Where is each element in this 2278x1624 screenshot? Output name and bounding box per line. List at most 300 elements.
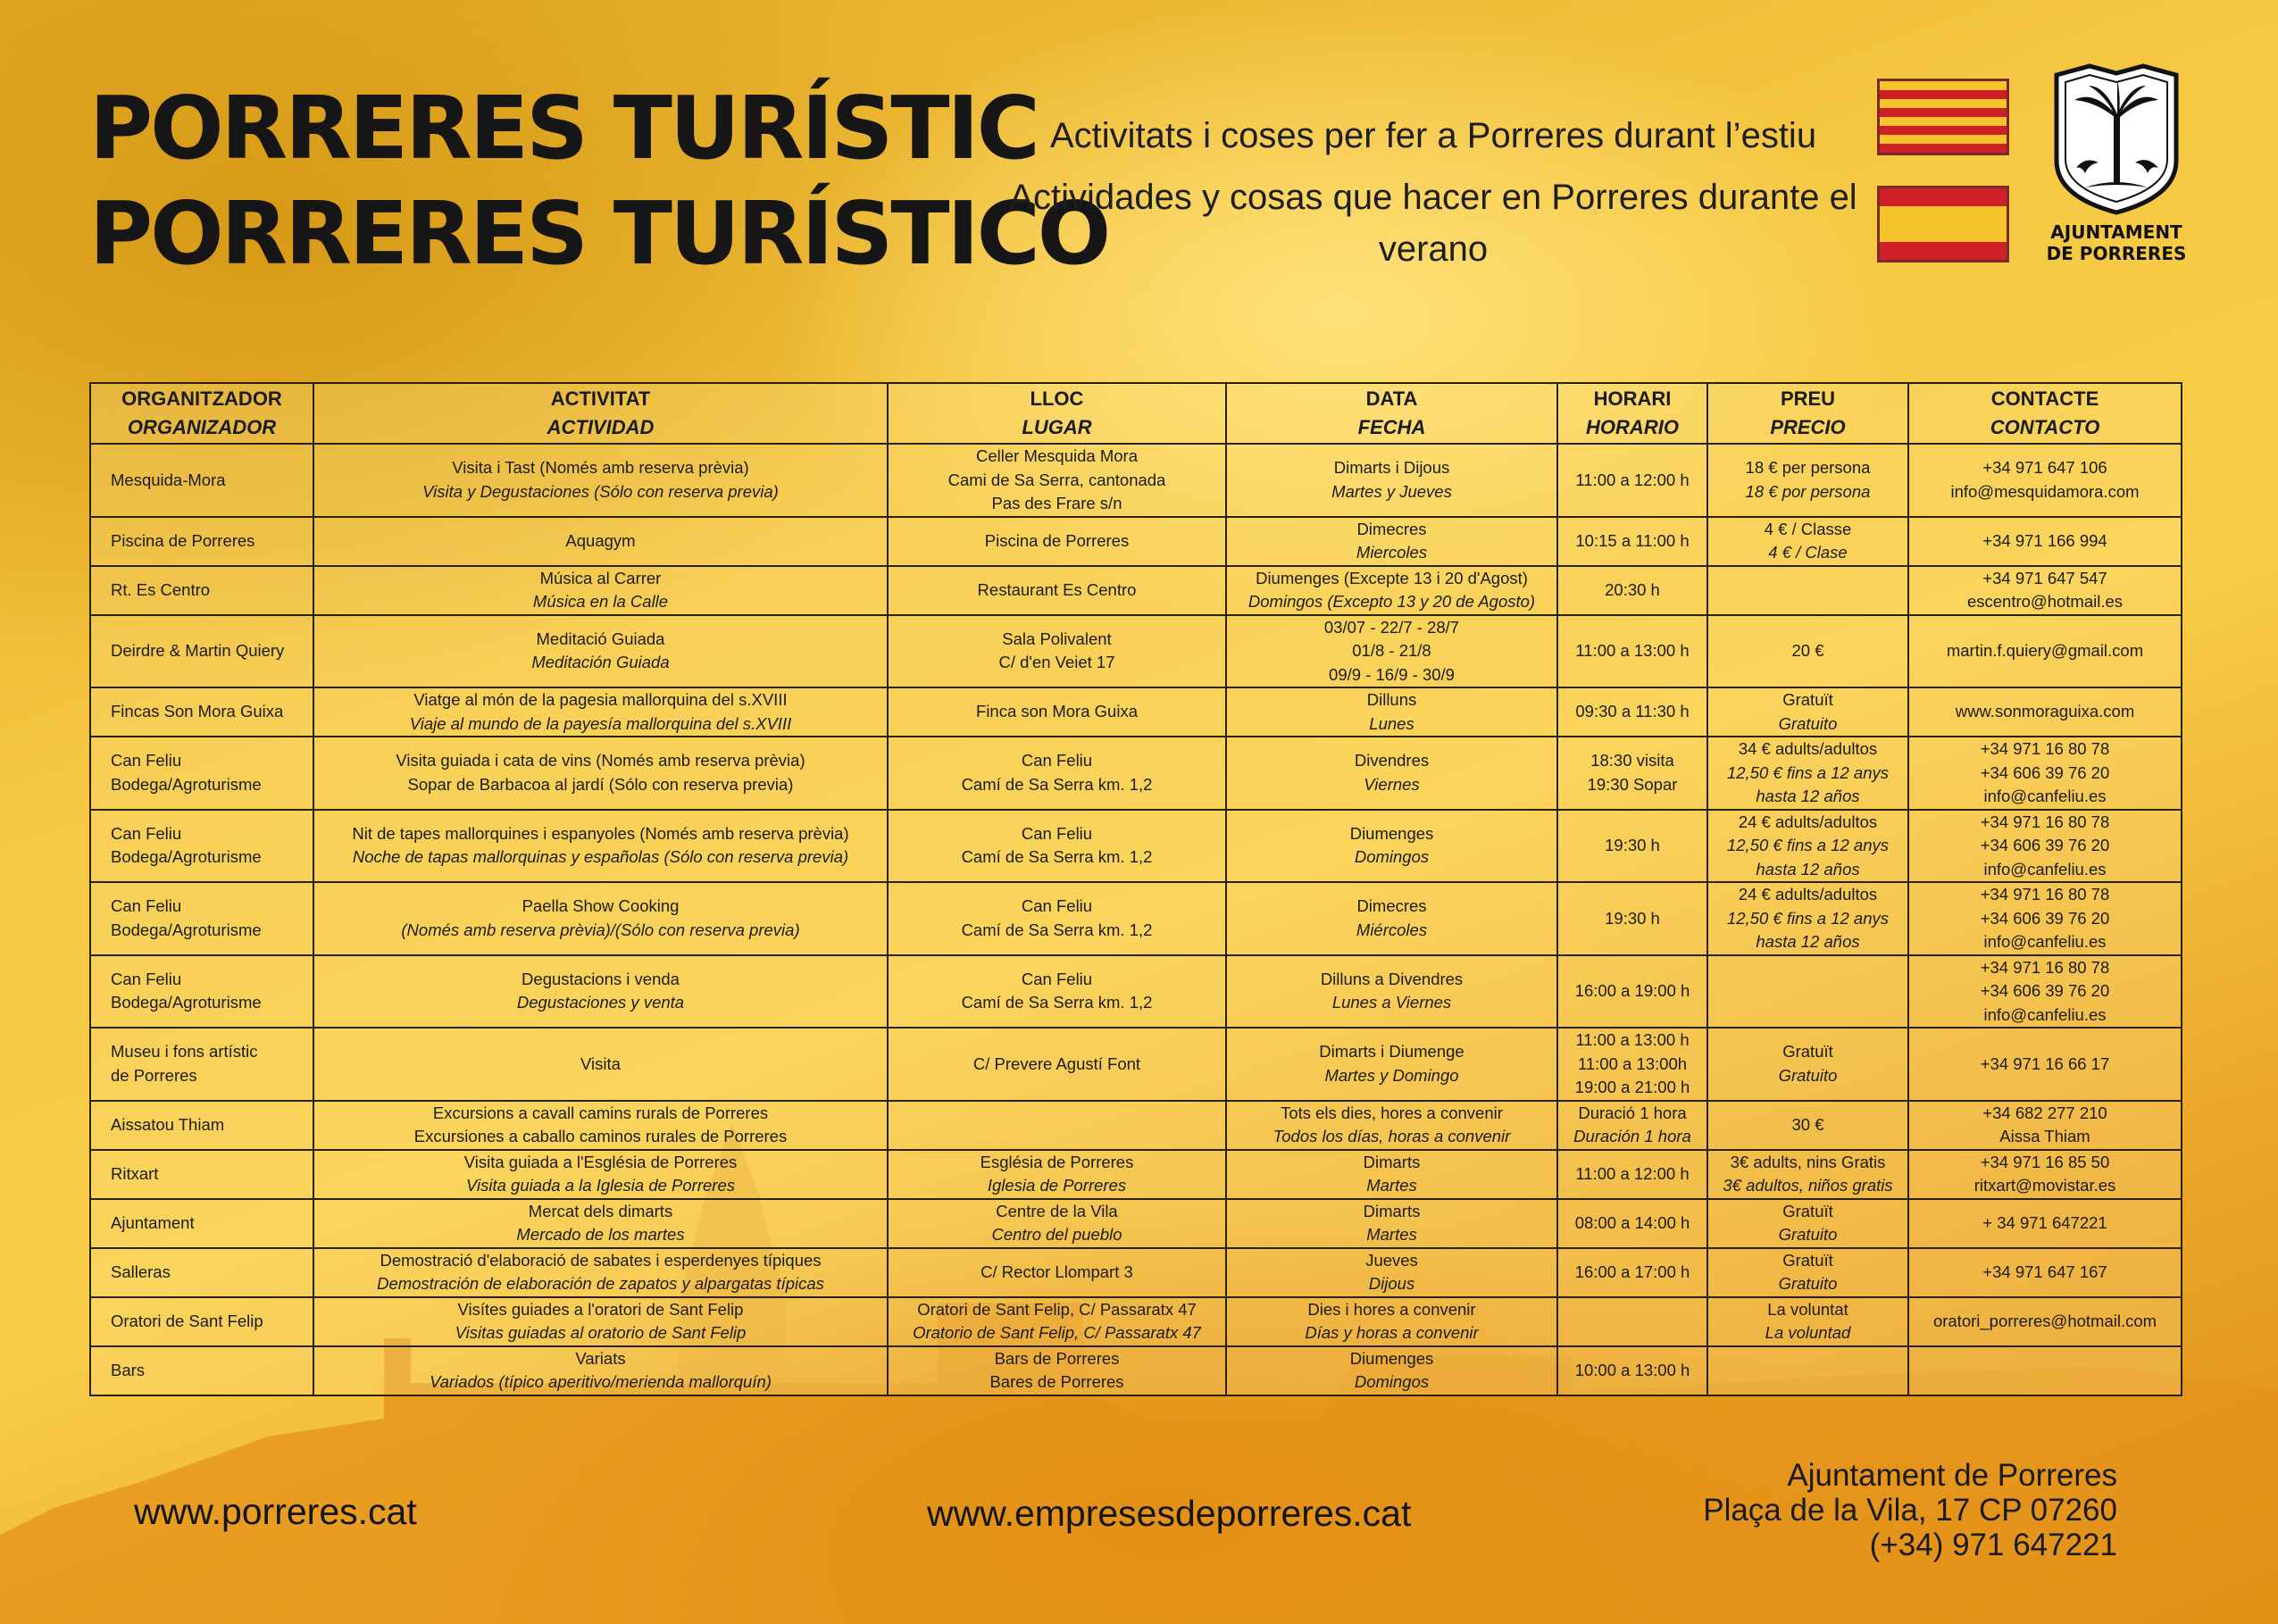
- cell-line: Todos los días, horas a convenir: [1273, 1127, 1511, 1145]
- cell-contact[interactable]: [1908, 1101, 2182, 1150]
- column-header-contact: [1908, 383, 2182, 444]
- cell-contact[interactable]: [1908, 1248, 2182, 1297]
- cell-line: +34 971 166 994: [1982, 530, 2107, 550]
- cell-line: Aissa Thiam: [1999, 1127, 2090, 1145]
- column-header-location: [888, 383, 1226, 444]
- cell-contact[interactable]: [1908, 1150, 2182, 1199]
- cell-line: Meditación Guiada: [531, 653, 670, 672]
- cell-line: escentro@hotmail.es: [1966, 592, 2124, 611]
- cell-contact[interactable]: [1908, 615, 2182, 688]
- cell-line: 19:30 h: [1605, 908, 1660, 928]
- cell-contact[interactable]: [1908, 1297, 2182, 1346]
- cell-line: ritxart@movistar.es: [1973, 1176, 2116, 1195]
- cell-line: Sala Polivalent: [1002, 629, 1112, 648]
- cell-activity: [313, 810, 888, 883]
- cell-date: [1226, 1101, 1557, 1150]
- table-row: [90, 882, 2182, 955]
- cell-line: Visita i Tast (Només amb reserva prèvia): [452, 458, 749, 478]
- cell-line: 3€ adults, nins Gratis: [1730, 1152, 1886, 1171]
- cell-line: Oratori de Sant Felip, C/ Passaratx 47: [917, 1299, 1197, 1319]
- cell-location: [888, 1028, 1226, 1101]
- cell-line: Can Feliu: [1021, 896, 1093, 916]
- cell-line: Mesquida-Mora: [111, 470, 226, 489]
- column-header-organizer: [90, 383, 313, 444]
- cell-line: 10:00 a 13:00 h: [1574, 1360, 1690, 1379]
- cell-contact[interactable]: [1908, 810, 2182, 883]
- cell-line: +34 971 647 106: [1982, 458, 2107, 478]
- cell-schedule: [1557, 1150, 1707, 1199]
- cell-line: Centre de la Vila: [996, 1201, 1118, 1220]
- cell-price: [1707, 1101, 1908, 1150]
- cell-line: Noche de tapas mallorquinas y españolas (Sólo con reserva previa): [352, 847, 849, 867]
- cell-activity: [313, 1150, 888, 1199]
- crest-shield-icon: [2049, 62, 2183, 216]
- cell-contact[interactable]: [1908, 737, 2182, 810]
- cell-line: Dimecres: [1356, 519, 1427, 538]
- cell-line: Dijous: [1368, 1274, 1415, 1293]
- cell-line: Finca son Mora Guixa: [976, 702, 1138, 721]
- column-header-catalan: DATA: [1365, 387, 1418, 410]
- cell-line: Tots els dies, hores a convenir: [1281, 1103, 1503, 1122]
- cell-line: +34 971 647 547: [1982, 568, 2107, 587]
- cell-activity: [313, 444, 888, 517]
- cell-date: [1226, 615, 1557, 688]
- cell-contact[interactable]: [1908, 1199, 2182, 1248]
- cell-schedule: [1557, 1028, 1707, 1101]
- column-header-spanish: FECHA: [1357, 416, 1426, 438]
- cell-line: Església de Porreres: [980, 1152, 1134, 1171]
- cell-line: hasta 12 años: [1756, 932, 1860, 951]
- cell-price: [1707, 1248, 1908, 1297]
- cell-activity: [313, 1199, 888, 1248]
- cell-line: +34 971 16 80 78: [1980, 957, 2110, 977]
- cell-price: [1707, 1297, 1908, 1346]
- cell-location: [888, 1199, 1226, 1248]
- cell-date: [1226, 517, 1557, 566]
- cell-activity: [313, 1101, 888, 1150]
- cell-line: Nit de tapes mallorquines i espanyoles (Només amb reserva prèvia): [352, 823, 849, 843]
- cell-line: 16:00 a 19:00 h: [1574, 981, 1690, 1000]
- cell-line: Meditació Guiada: [536, 629, 665, 648]
- cell-line: +34 606 39 76 20: [1980, 908, 2110, 928]
- cell-activity: [313, 1297, 888, 1346]
- cell-line: +34 606 39 76 20: [1980, 762, 2110, 782]
- cell-line: Demostración de elaboración de zapatos y alpargatas típicas: [377, 1274, 824, 1293]
- cell-line: Visitas guiadas al oratorio de Sant Felip: [455, 1323, 747, 1342]
- cell-line: 10:15 a 11:00 h: [1575, 530, 1690, 550]
- column-header-catalan: PREU: [1780, 387, 1836, 410]
- cell-location: [888, 444, 1226, 517]
- cell-location: [888, 737, 1226, 810]
- cell-line: Variados (típico aperitivo/merienda mallorquín): [430, 1372, 772, 1391]
- cell-line: +34 606 39 76 20: [1980, 981, 2110, 1000]
- cell-line: +34 971 16 80 78: [1980, 739, 2110, 758]
- cell-date: [1226, 1346, 1557, 1395]
- cell-organizer: [90, 737, 313, 810]
- cell-line: 3€ adultos, niños gratis: [1723, 1176, 1893, 1195]
- cell-schedule: [1557, 1101, 1707, 1150]
- cell-line: Miércoles: [1356, 920, 1428, 939]
- cell-line: Can Feliu: [111, 969, 182, 988]
- cell-line: Martes y Jueves: [1331, 481, 1452, 501]
- page-title: [89, 76, 1108, 287]
- cell-line: 19:30 h: [1605, 836, 1660, 854]
- cell-line: Gratuito: [1778, 1065, 1838, 1085]
- cell-line: Dimarts: [1363, 1152, 1421, 1171]
- table-row: [90, 687, 2182, 737]
- cell-date: [1226, 1248, 1557, 1297]
- cell-line: Camí de Sa Serra km. 1,2: [961, 847, 1153, 867]
- cell-line: Aissatou Thiam: [111, 1114, 225, 1134]
- cell-organizer: [90, 882, 313, 955]
- cell-line: Gratuït: [1782, 690, 1833, 709]
- table-row: [90, 1101, 2182, 1150]
- cell-line: Pas des Frare s/n: [991, 494, 1122, 512]
- cell-line: info@canfeliu.es: [1983, 787, 2107, 805]
- cell-line: Centro del pueblo: [991, 1225, 1122, 1244]
- cell-line: 16:00 a 17:00 h: [1574, 1262, 1690, 1281]
- cell-line: oratori_porreres@hotmail.com: [1932, 1311, 2157, 1330]
- cell-line: Can Feliu: [1021, 969, 1093, 988]
- cell-line: 03/07 - 22/7 - 28/7: [1323, 617, 1460, 637]
- cell-line: + 34 971 647221: [1982, 1212, 2107, 1232]
- town-hall-address: [1703, 1458, 2117, 1562]
- column-header-schedule: [1557, 383, 1707, 444]
- cell-contact[interactable]: [1908, 955, 2182, 1029]
- cell-organizer: [90, 955, 313, 1029]
- cell-line: Excursiones a caballo caminos rurales de Porreres: [413, 1127, 788, 1145]
- cell-line: Dies i hores a convenir: [1307, 1299, 1476, 1319]
- cell-line: Música en la Calle: [532, 592, 669, 611]
- column-header-spanish: HORARIO: [1586, 416, 1679, 438]
- cell-line: Días y horas a convenir: [1305, 1323, 1479, 1342]
- cell-location: [888, 882, 1226, 955]
- cell-line: Camí de Sa Serra km. 1,2: [961, 993, 1153, 1012]
- cell-line: Viatge al món de la pagesia mallorquina del s.XVIII: [413, 690, 788, 709]
- cell-schedule: [1557, 1297, 1707, 1346]
- cell-date: [1226, 810, 1557, 883]
- cell-line: Dilluns a Divendres: [1320, 969, 1464, 988]
- cell-location: [888, 1297, 1226, 1346]
- column-header-catalan: LLOC: [1030, 387, 1084, 410]
- cell-line: Martes y Domingo: [1324, 1065, 1459, 1085]
- table-row: [90, 566, 2182, 615]
- cell-line: hasta 12 años: [1756, 859, 1860, 879]
- cell-location: [888, 615, 1226, 688]
- cell-price: [1707, 615, 1908, 688]
- cell-line: Domingos: [1354, 1372, 1430, 1391]
- cell-line: Viernes: [1364, 774, 1420, 794]
- cell-line: C/ Rector Llompart 3: [980, 1262, 1133, 1281]
- cell-line: Piscina de Porreres: [984, 530, 1130, 550]
- table-row: [90, 1028, 2182, 1101]
- cell-line: Aquagym: [565, 530, 636, 550]
- cell-price: [1707, 566, 1908, 615]
- cell-line: Lunes a Viernes: [1331, 993, 1452, 1012]
- cell-schedule: [1557, 444, 1707, 517]
- cell-line: Duració 1 hora: [1578, 1103, 1687, 1122]
- cell-date: [1226, 1150, 1557, 1199]
- cell-line: 12,50 € fins a 12 anys: [1726, 762, 1890, 782]
- spanish-flag-icon: [1877, 186, 2009, 262]
- table-row: [90, 1150, 2182, 1199]
- cell-line: info@canfeliu.es: [1983, 932, 2107, 951]
- cell-contact[interactable]: [1908, 1346, 2182, 1395]
- cell-schedule: [1557, 810, 1707, 883]
- cell-schedule: [1557, 687, 1707, 737]
- cell-line: hasta 12 años: [1756, 787, 1860, 805]
- cell-line: 11:00 a 12:00 h: [1575, 1163, 1690, 1183]
- cell-line: Sopar de Barbacoa al jardí (Sólo con reserva previa): [407, 774, 794, 794]
- website-link[interactable]: www.porreres.cat: [134, 1491, 417, 1532]
- cell-contact[interactable]: [1908, 566, 2182, 615]
- cell-contact[interactable]: [1908, 1028, 2182, 1101]
- cell-organizer: [90, 1028, 313, 1101]
- cell-line: www.sonmoraguixa.com: [1955, 702, 2135, 721]
- table-row: [90, 517, 2182, 566]
- cell-location: [888, 687, 1226, 737]
- cell-line: La voluntad: [1765, 1323, 1851, 1342]
- title-spanish: PORRERES TURÍSTICO: [89, 183, 1109, 284]
- cell-organizer: [90, 810, 313, 883]
- cell-schedule: [1557, 1346, 1707, 1395]
- column-header-catalan: ORGANITZADOR: [121, 387, 282, 410]
- cell-location: [888, 955, 1226, 1029]
- cell-line: Mercat dels dimarts: [528, 1201, 673, 1220]
- cell-line: Can Feliu: [1021, 823, 1093, 843]
- cell-line: 09:30 a 11:30 h: [1575, 702, 1690, 721]
- cell-date: [1226, 882, 1557, 955]
- cell-line: 24 € adults/adultos: [1738, 812, 1878, 831]
- cell-line: Domingos (Excepto 13 y 20 de Agosto): [1247, 592, 1536, 611]
- cell-location: [888, 517, 1226, 566]
- cell-line: 12,50 € fins a 12 anys: [1726, 908, 1890, 928]
- cell-line: 01/8 - 21/8: [1352, 641, 1431, 660]
- cell-line: Can Feliu: [111, 896, 182, 916]
- cell-line: Bares de Porreres: [989, 1372, 1124, 1391]
- cell-line: 12,50 € fins a 12 anys: [1726, 836, 1890, 854]
- cell-price: [1707, 1028, 1908, 1101]
- cell-price: [1707, 1346, 1908, 1395]
- cell-line: Dimarts i Dijous: [1333, 458, 1450, 478]
- cell-line: Deirdre & Martin Quiery: [111, 641, 285, 660]
- crest-label: AJUNTAMENT DE PORRERES: [2046, 221, 2187, 264]
- cell-line: Demostració d'elaboració de sabates i esperdenyes típiques: [380, 1250, 822, 1270]
- cell-line: Bodega/Agroturisme: [111, 847, 262, 867]
- cell-date: [1226, 955, 1557, 1029]
- cell-line: Ajuntament: [111, 1212, 195, 1232]
- cell-contact[interactable]: [1908, 517, 2182, 566]
- cell-line: Dimecres: [1356, 896, 1427, 916]
- cell-line: Duración 1 hora: [1573, 1127, 1691, 1145]
- cell-line: 24 € adults/adultos: [1738, 885, 1878, 904]
- cell-line: Cami de Sa Serra, cantonada: [947, 470, 1166, 489]
- cell-line: Visita y Degustaciones (Sólo con reserva previa): [422, 481, 779, 501]
- cell-price: [1707, 444, 1908, 517]
- cell-date: [1226, 1297, 1557, 1346]
- cell-price: [1707, 517, 1908, 566]
- cell-activity: [313, 882, 888, 955]
- cell-line: Piscina de Porreres: [111, 530, 255, 550]
- cell-activity: [313, 687, 888, 737]
- cell-line: +34 971 16 80 78: [1980, 812, 2110, 831]
- cell-line: 20 €: [1791, 641, 1824, 660]
- cell-contact[interactable]: [1908, 687, 2182, 737]
- cell-line: (Només amb reserva prèvia)/(Sólo con reserva previa): [401, 920, 800, 939]
- cell-line: Bars: [111, 1360, 146, 1379]
- cell-line: Can Feliu: [1021, 751, 1093, 770]
- activities-table-container: [89, 382, 2181, 1396]
- cell-line: 4 € / Classe: [1764, 519, 1852, 538]
- cell-activity: [313, 1248, 888, 1297]
- cell-line: +34 971 16 66 17: [1980, 1054, 2110, 1073]
- cell-location: [888, 1150, 1226, 1199]
- subtitle-spanish: Actividades y cosas que hacer en Porreres durante el verano: [1009, 178, 1857, 269]
- cell-organizer: [90, 1150, 313, 1199]
- cell-line: Viaje al mundo de la payesía mallorquina del s.XVIII: [409, 713, 792, 733]
- cell-line: info@canfeliu.es: [1983, 859, 2107, 879]
- cell-line: 08:00 a 14:00 h: [1574, 1212, 1690, 1232]
- cell-line: Salleras: [111, 1262, 171, 1281]
- table-body: [90, 444, 2182, 1395]
- column-header-catalan: CONTACTE: [1990, 387, 2099, 410]
- cell-line: 19:30 Sopar: [1587, 774, 1678, 794]
- cell-location: [888, 810, 1226, 883]
- cell-location: [888, 566, 1226, 615]
- cell-line: 09/9 - 16/9 - 30/9: [1329, 664, 1455, 684]
- cell-organizer: [90, 687, 313, 737]
- cell-line: La voluntat: [1767, 1299, 1848, 1319]
- cell-line: Gratuït: [1782, 1201, 1833, 1220]
- cell-activity: [313, 737, 888, 810]
- cell-line: Diumenges (Excepte 13 i 20 d'Agost): [1256, 568, 1528, 587]
- title-catalan: PORRERES TURÍSTIC: [89, 78, 1038, 179]
- cell-organizer: [90, 1297, 313, 1346]
- table-row: [90, 955, 2182, 1029]
- cell-line: Camí de Sa Serra km. 1,2: [961, 920, 1153, 939]
- cell-line: +34 682 277 210: [1982, 1103, 2107, 1122]
- cell-line: Degustacions i venda: [522, 969, 680, 988]
- cell-line: Can Feliu: [111, 751, 182, 770]
- cell-line: Domingos: [1354, 847, 1430, 867]
- column-header-spanish: LUGAR: [1022, 416, 1092, 438]
- cell-schedule: [1557, 615, 1707, 688]
- cell-line: 19:00 a 21:00 h: [1574, 1078, 1690, 1096]
- table-row: [90, 1248, 2182, 1297]
- cell-activity: [313, 615, 888, 688]
- column-header-date: [1226, 383, 1557, 444]
- cell-line: 34 € adults/adultos: [1738, 739, 1878, 758]
- column-header-spanish: ACTIVIDAD: [547, 416, 655, 438]
- cell-line: Degustaciones y venta: [516, 993, 685, 1012]
- cell-line: de Porreres: [111, 1065, 197, 1085]
- subtitle: [1009, 107, 1857, 275]
- column-header-catalan: ACTIVITAT: [550, 387, 651, 410]
- cell-schedule: [1557, 882, 1707, 955]
- cell-line: Gratuït: [1782, 1250, 1833, 1270]
- cell-schedule: [1557, 1199, 1707, 1248]
- cell-line: 18 € por persona: [1745, 481, 1871, 501]
- cell-line: Mercado de los martes: [516, 1225, 685, 1244]
- cell-location: [888, 1346, 1226, 1395]
- cell-line: Variats: [575, 1348, 626, 1368]
- column-header-spanish: PRECIO: [1770, 416, 1846, 438]
- table-row: [90, 737, 2182, 810]
- cell-line: Can Feliu: [111, 823, 182, 843]
- cell-schedule: [1557, 1248, 1707, 1297]
- cell-line: Bodega/Agroturisme: [111, 993, 262, 1012]
- cell-line: Martes: [1366, 1176, 1417, 1195]
- cell-organizer: [90, 1101, 313, 1150]
- cell-line: 18 € per persona: [1745, 458, 1871, 478]
- cell-organizer: [90, 566, 313, 615]
- cell-price: [1707, 882, 1908, 955]
- cell-price: [1707, 1199, 1908, 1248]
- cell-line: Rt. Es Centro: [111, 579, 211, 599]
- cell-line: C/ Prevere Agustí Font: [972, 1054, 1141, 1073]
- catalan-flag-icon: [1877, 79, 2009, 155]
- cell-price: [1707, 955, 1908, 1029]
- cell-price: [1707, 737, 1908, 810]
- cell-line: Gratuito: [1778, 1225, 1838, 1244]
- cell-line: Paella Show Cooking: [522, 896, 680, 916]
- cell-line: Iglesia de Porreres: [987, 1176, 1127, 1195]
- cell-line: Dimarts: [1363, 1201, 1421, 1220]
- cell-line: Visita: [580, 1054, 621, 1073]
- cell-line: Excursions a cavall camins rurals de Porreres: [432, 1103, 769, 1122]
- cell-contact[interactable]: [1908, 882, 2182, 955]
- cell-line: Celler Mesquida Mora: [976, 446, 1138, 465]
- cell-line: Visita guiada i cata de vins (Només amb reserva prèvia): [396, 751, 805, 770]
- cell-line: +34 971 16 85 50: [1980, 1152, 2110, 1171]
- cell-line: Lunes: [1369, 713, 1414, 733]
- activities-table: [89, 382, 2182, 1396]
- address-phone: (+34) 971 647221: [1869, 1528, 2117, 1562]
- cell-line: Gratuito: [1778, 1274, 1838, 1293]
- cell-line: Visita guiada a la Iglesia de Porreres: [466, 1176, 735, 1195]
- cell-organizer: [90, 517, 313, 566]
- cell-organizer: [90, 1346, 313, 1395]
- subtitle-catalan: Activitats i coses per fer a Porreres durant l’estiu: [1049, 116, 1817, 155]
- cell-line: Diumenges: [1349, 1348, 1434, 1368]
- cell-location: [888, 1248, 1226, 1297]
- cell-schedule: [1557, 955, 1707, 1029]
- cell-line: Música al Carrer: [539, 568, 662, 587]
- cell-date: [1226, 1028, 1557, 1101]
- cell-line: 11:00 a 13:00h: [1577, 1054, 1688, 1073]
- cell-line: C/ d'en Veiet 17: [998, 653, 1115, 672]
- cell-line: martin.f.quiery@gmail.com: [1946, 641, 2144, 660]
- table-row: [90, 1346, 2182, 1395]
- business-directory-link[interactable]: www.empresesdeporreres.cat: [927, 1493, 1412, 1534]
- column-header-catalan: HORARI: [1593, 387, 1672, 410]
- cell-activity: [313, 1346, 888, 1395]
- cell-line: Dimarts i Diumenge: [1319, 1042, 1464, 1062]
- cell-schedule: [1557, 737, 1707, 810]
- cell-line: info@canfeliu.es: [1983, 1004, 2107, 1024]
- cell-line: Bodega/Agroturisme: [111, 774, 262, 794]
- cell-line: Visita guiada a l'Església de Porreres: [463, 1152, 738, 1171]
- cell-line: Divendres: [1354, 751, 1430, 770]
- cell-line: Bodega/Agroturisme: [111, 920, 262, 939]
- cell-activity: [313, 955, 888, 1029]
- cell-activity: [313, 517, 888, 566]
- cell-date: [1226, 687, 1557, 737]
- table-row: [90, 615, 2182, 688]
- cell-line: Gratuito: [1778, 713, 1838, 733]
- cell-date: [1226, 566, 1557, 615]
- cell-contact[interactable]: [1908, 444, 2182, 517]
